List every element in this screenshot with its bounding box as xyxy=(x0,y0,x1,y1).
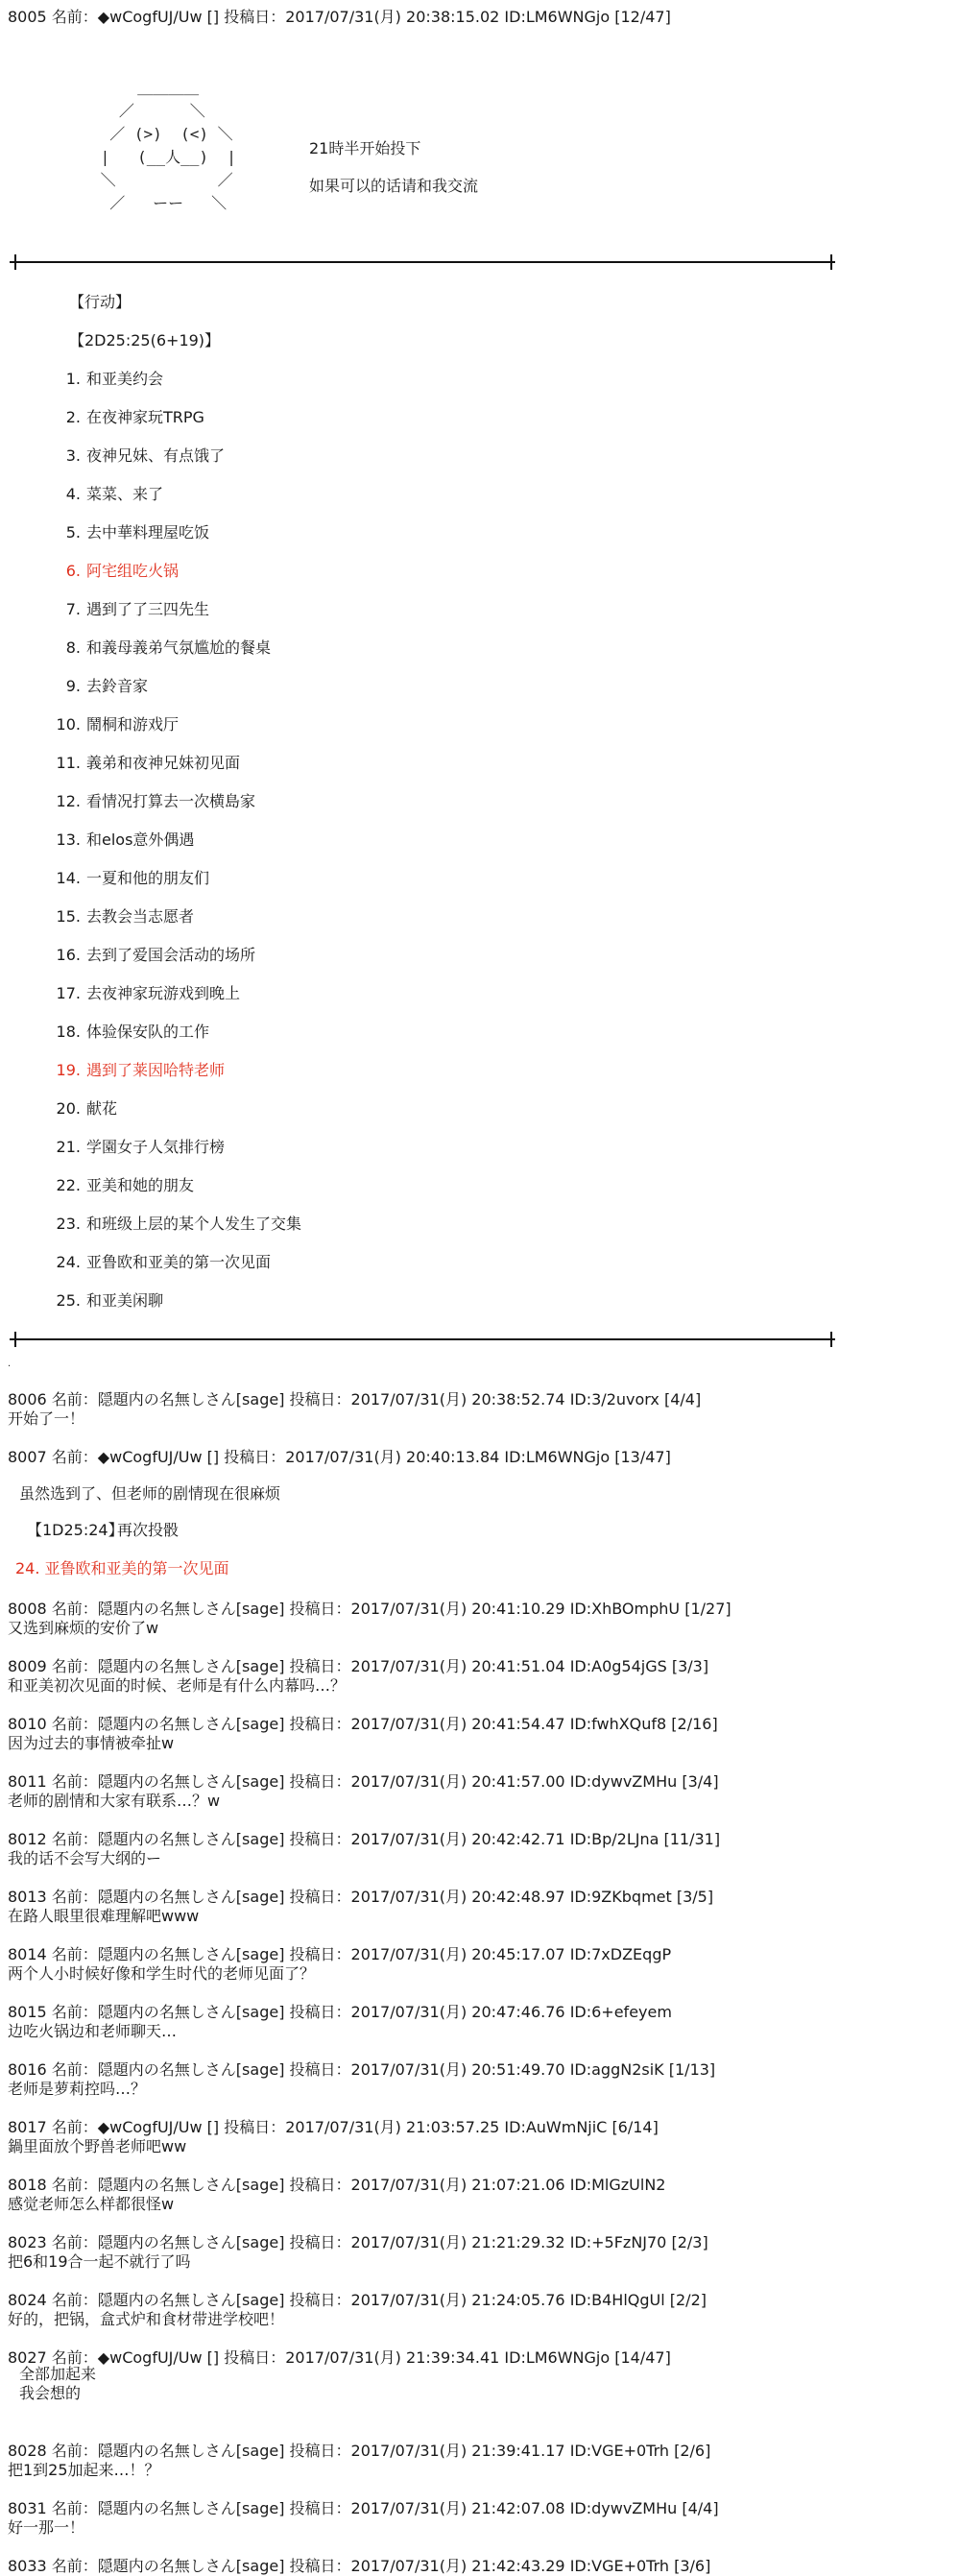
post-header: 8016 名前：隠題内の名無しさん[sage] 投稿日：2017/07/31(月) 20:51:49.70 ID:aggN2siK [1/13] xyxy=(8,2060,716,2079)
post-body: 全部加起来 xyxy=(19,2365,97,2383)
post-header: 8012 名前：隠題内の名無しさん[sage] 投稿日：2017/07/31(月) 20:42:42.71 ID:Bp/2LJna [11/31] xyxy=(8,1830,721,1848)
action-item-number: 1. xyxy=(65,370,81,388)
action-item-text: 去中華料理屋吃饭 xyxy=(86,523,210,542)
post-text: 21時半开始投下 xyxy=(309,139,421,157)
post-header: 8017 名前：◆wCogfUJ/Uw [] 投稿日：2017/07/31(月) 21:03:57.25 ID:AuWmNjiC [6/14] xyxy=(8,2118,659,2136)
ascii-art-line: ＿＿＿＿ xyxy=(91,79,200,97)
action-item-number: 12. xyxy=(56,792,81,810)
action-item-number: 21. xyxy=(56,1138,81,1156)
action-item-number: 8. xyxy=(65,638,81,657)
post-body: 因为过去的事情被牵扯w xyxy=(8,1734,175,1752)
dice-roll: 【1D25:24】 xyxy=(27,1521,124,1539)
action-item-text: 和班级上层的某个人发生了交集 xyxy=(86,1215,302,1233)
dice-result: 24. 亚鲁欧和亚美的第一次见面 xyxy=(15,1559,229,1577)
action-item-text: 亚鲁欧和亚美的第一次见面 xyxy=(86,1253,272,1271)
ascii-art-line: | (__人__) | xyxy=(91,148,236,166)
action-item-text: 献花 xyxy=(86,1099,118,1118)
action-item-text: 遇到了莱因哈特老师 xyxy=(86,1061,226,1079)
action-item-number: 7. xyxy=(65,600,81,618)
separator-line xyxy=(10,261,835,263)
post-header: 8018 名前：隠題内の名無しさん[sage] 投稿日：2017/07/31(月) 21:07:21.06 ID:MlGzUlN2 xyxy=(8,2176,666,2194)
post-header: 8033 名前：隠題内の名無しさん[sage] 投稿日：2017/07/31(月) 21:42:43.29 ID:VGE+0Trh [3/6] xyxy=(8,2557,711,2575)
action-item-number: 15. xyxy=(56,907,81,926)
separator-cross xyxy=(824,254,839,270)
action-item-number: 24. xyxy=(56,1253,81,1271)
post-header: 8008 名前：隠題内の名無しさん[sage] 投稿日：2017/07/31(月) 20:41:10.29 ID:XhBOmphU [1/27] xyxy=(8,1600,731,1618)
action-item-text: 夜神兄妹、有点饿了 xyxy=(86,446,226,465)
action-item-text: 遇到了了三四先生 xyxy=(86,600,210,618)
separator-line xyxy=(10,1338,835,1340)
action-item-text: 去鈴音家 xyxy=(86,677,149,695)
action-dice: 【2D25:25(6+19)】 xyxy=(69,331,221,349)
action-item-text: 一夏和他的朋友们 xyxy=(86,869,210,887)
post-body: 老师是萝莉控吗…？ xyxy=(8,2080,147,2098)
action-item-text: 和義母義弟气氛尴尬的餐桌 xyxy=(86,638,272,657)
post-header: 8024 名前：隠題内の名無しさん[sage] 投稿日：2017/07/31(月) 21:24:05.76 ID:B4HlQgUl [2/2] xyxy=(8,2291,707,2309)
action-item-number: 25. xyxy=(56,1291,81,1310)
action-item-text: 学園女子人気排行榜 xyxy=(86,1138,226,1156)
action-item-number: 14. xyxy=(56,869,81,887)
post-header: 8015 名前：隠題内の名無しさん[sage] 投稿日：2017/07/31(月) 20:47:46.76 ID:6+efeyem xyxy=(8,2003,672,2021)
post-body: 在路人眼里很难理解吧www xyxy=(8,1907,200,1925)
post-header: 8011 名前：隠題内の名無しさん[sage] 投稿日：2017/07/31(月) 20:41:57.00 ID:dywvZMHu [3/4] xyxy=(8,1772,719,1791)
post-body: 鍋里面放个野兽老师吧ww xyxy=(8,2137,187,2155)
post-header: 8013 名前：隠題内の名無しさん[sage] 投稿日：2017/07/31(月) 20:42:48.97 ID:9ZKbqmet [3/5] xyxy=(8,1888,714,1906)
action-item-number: 9. xyxy=(65,677,81,695)
dot-mark: . xyxy=(8,1359,12,1369)
action-item-text: 阿宅组吃火锅 xyxy=(86,562,180,580)
action-item-text: 鬧桐和游戏厅 xyxy=(86,715,180,734)
post-body: 感觉老师怎么样都很怪w xyxy=(8,2195,175,2213)
post-text: 如果可以的话请和我交流 xyxy=(309,177,479,195)
separator-cross xyxy=(8,254,23,270)
action-item-text: 看情况打算去一次横島家 xyxy=(86,792,256,810)
post-body: 两个人小时候好像和学生时代的老师见面了？ xyxy=(8,1964,316,1983)
action-item-text: 義弟和夜神兄妹初见面 xyxy=(86,754,241,772)
post-body: 我会想的 xyxy=(19,2384,82,2402)
post-header-8005: 8005 名前：◆wCogfUJ/Uw [] 投稿日：2017/07/31(月) 20:38:15.02 ID:LM6WNGjo [12/47] xyxy=(8,8,671,26)
post-header: 8023 名前：隠題内の名無しさん[sage] 投稿日：2017/07/31(月) 21:21:29.32 ID:+5FzNJ70 [2/3] xyxy=(8,2233,708,2251)
post-header: 8006 名前：隠題内の名無しさん[sage] 投稿日：2017/07/31(月) 20:38:52.74 ID:3/2uvorx [4/4] xyxy=(8,1390,702,1408)
action-item-text: 去教会当志愿者 xyxy=(86,907,195,926)
post-body: 和亚美初次见面的时候、老师是有什么内幕吗…？ xyxy=(8,1676,347,1695)
post-body: 虽然选到了、但老师的剧情现在很麻烦 xyxy=(19,1484,281,1503)
action-item-number: 16. xyxy=(56,946,81,964)
action-item-number: 4. xyxy=(65,485,81,503)
post-body: 好的，把锅，盒式炉和食材带进学校吧！ xyxy=(8,2310,285,2328)
action-item-number: 17. xyxy=(56,984,81,1002)
post-body: 再次投骰 xyxy=(117,1521,180,1539)
action-item-text: 和elos意外偶遇 xyxy=(86,831,195,849)
action-item-number: 11. xyxy=(56,754,81,772)
post-header: 8031 名前：隠題内の名無しさん[sage] 投稿日：2017/07/31(月) 21:42:07.08 ID:dywvZMHu [4/4] xyxy=(8,2499,719,2517)
separator-cross xyxy=(8,1332,23,1347)
action-item-number: 3. xyxy=(65,446,81,465)
post-body: 我的话不会写大纲的ー xyxy=(8,1849,162,1867)
action-title: 【行动】 xyxy=(69,293,132,311)
post-header: 8014 名前：隠題内の名無しさん[sage] 投稿日：2017/07/31(月) 20:45:17.07 ID:7xDZEqgP xyxy=(8,1945,672,1963)
post-body: 开始了一！ xyxy=(8,1409,85,1428)
action-item-number: 6. xyxy=(65,562,81,580)
post-body: 好一那一！ xyxy=(8,2518,85,2537)
post-header: 8007 名前：◆wCogfUJ/Uw [] 投稿日：2017/07/31(月) 20:40:13.84 ID:LM6WNGjo [13/47] xyxy=(8,1448,671,1466)
action-item-text: 亚美和她的朋友 xyxy=(86,1176,195,1194)
action-item-number: 23. xyxy=(56,1215,81,1233)
action-item-text: 在夜神家玩TRPG xyxy=(86,408,204,426)
post-header: 8027 名前：◆wCogfUJ/Uw [] 投稿日：2017/07/31(月) 21:39:34.41 ID:LM6WNGjo [14/47] xyxy=(8,2348,671,2367)
post-body: 又选到麻烦的安价了w xyxy=(8,1619,159,1637)
separator-cross xyxy=(824,1332,839,1347)
action-item-text: 菜菜、来了 xyxy=(86,485,164,503)
action-item-number: 5. xyxy=(65,523,81,542)
post-header: 8010 名前：隠題内の名無しさん[sage] 投稿日：2017/07/31(月) 20:41:54.47 ID:fwhXQuf8 [2/16] xyxy=(8,1715,718,1733)
ascii-art-line: ＼ ／ xyxy=(91,171,233,189)
post-body: 把6和19合一起不就行了吗 xyxy=(8,2252,191,2271)
action-item-text: 体验保安队的工作 xyxy=(86,1023,210,1041)
post-body: 老师的剧情和大家有联系…？w xyxy=(8,1792,221,1810)
action-item-text: 和亚美约会 xyxy=(86,370,164,388)
action-item-number: 19. xyxy=(56,1061,81,1079)
action-item-text: 去到了爱国会活动的场所 xyxy=(86,946,256,964)
ascii-art-face xyxy=(91,77,302,221)
action-item-number: 10. xyxy=(56,715,81,734)
action-item-text: 去夜神家玩游戏到晚上 xyxy=(86,984,241,1002)
action-item-number: 22. xyxy=(56,1176,81,1194)
action-item-number: 20. xyxy=(56,1099,81,1118)
ascii-art-line: ／ (>) (<) ＼ xyxy=(91,125,233,143)
action-item-number: 13. xyxy=(56,831,81,849)
action-item-number: 18. xyxy=(56,1023,81,1041)
action-item-number: 2. xyxy=(65,408,81,426)
action-item-text: 和亚美闲聊 xyxy=(86,1291,164,1310)
post-header: 8009 名前：隠題内の名無しさん[sage] 投稿日：2017/07/31(月) 20:41:51.04 ID:A0g54jGS [3/3] xyxy=(8,1657,709,1675)
ascii-art-line: ／ ＼ xyxy=(91,102,205,120)
post-body: 边吃火锅边和老师聊天… xyxy=(8,2022,178,2040)
post-body: 把1到25加起来…！？ xyxy=(8,2461,160,2479)
ascii-art-line: ／ ーー ＼ xyxy=(91,194,228,212)
post-header: 8028 名前：隠題内の名無しさん[sage] 投稿日：2017/07/31(月) 21:39:41.17 ID:VGE+0Trh [2/6] xyxy=(8,2442,711,2460)
